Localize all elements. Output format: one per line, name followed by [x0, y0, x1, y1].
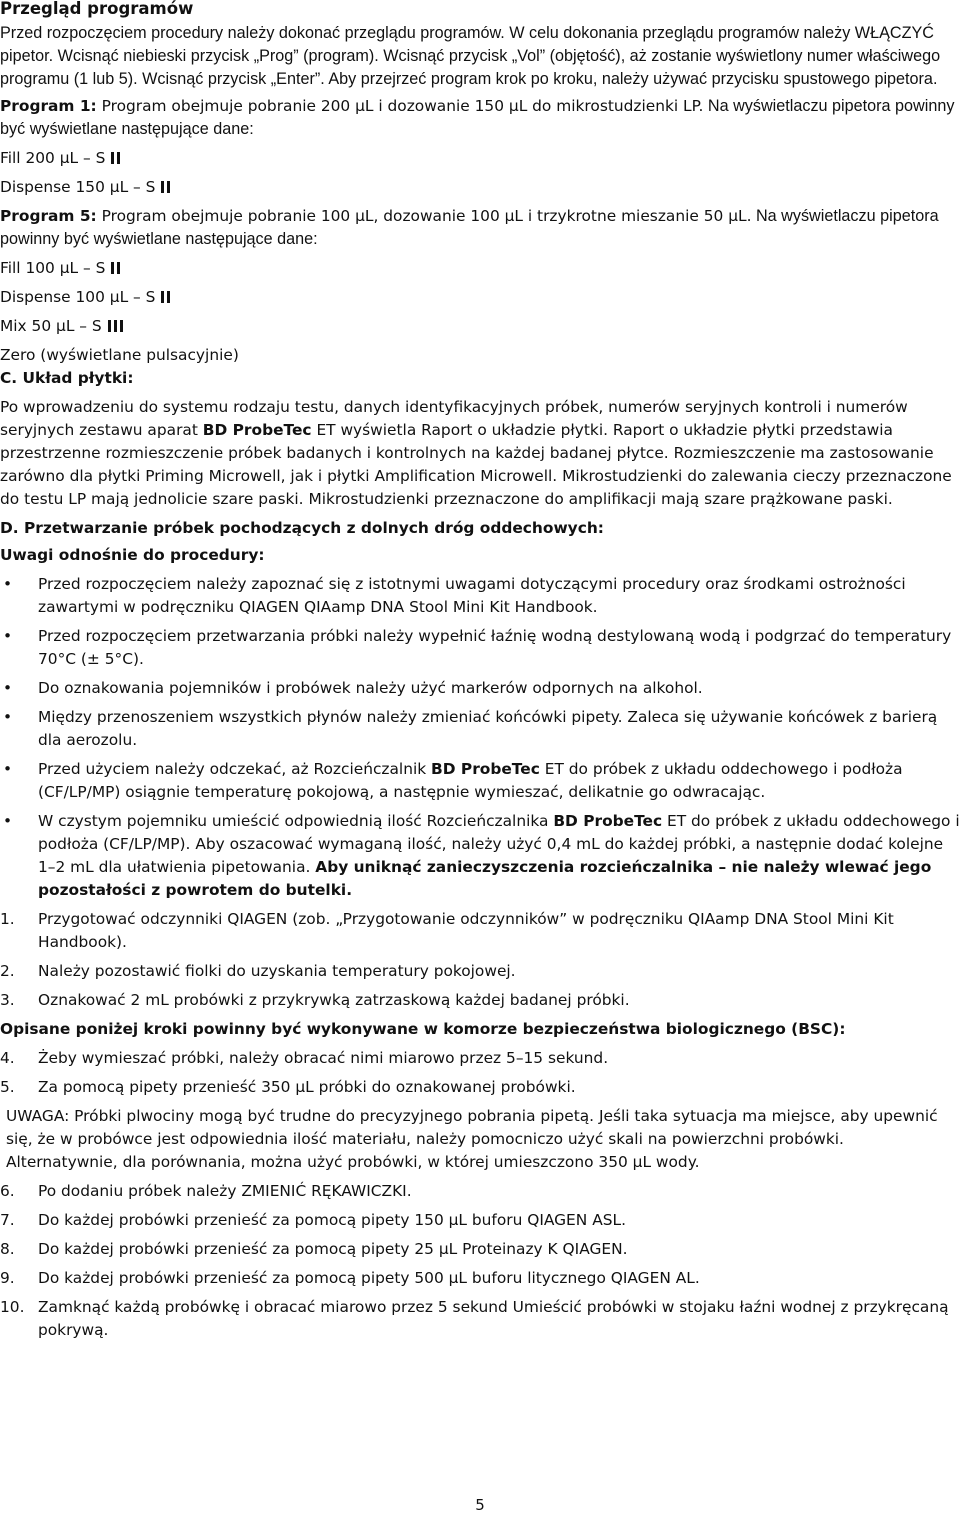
display-line: Mix 50 µL – S: [0, 315, 960, 338]
procedure-step: 2. Należy pozostawić fiolki do uzyskania temperatury pokojowej.: [0, 962, 516, 980]
section-c-paragraph: Po wprowadzeniu do systemu rodzaju testu, danych identyfikacyjnych próbek, numerów seryjnych kontroli i numerów seryjnych zestawu aparat BD ProbeTec ET wyświetla Raport o układzie płytki. Raport o układzie płytki przedstawia przestrzenne rozmieszczenie próbek badanych i kontrolnych na każdej badanej płytce. Rozmieszczenie ma zastosowanie zarówno dla płytki Priming Microwell, jak i płytki Amplification Microwell. Mikrostudzienki do zalewania cieczy przeznaczone do testu LP mają jednolicie szare paski. Mikrostudzienki przeznaczone do amplifikacji mają szare prążkowane paski.: [0, 398, 952, 508]
section-c-title: C. Układ płytki:: [0, 369, 134, 387]
list-item: • Do oznakowania pojemników i probówek należy użyć markerów odpornych na alkohol.: [0, 677, 960, 700]
bullet-icon: •: [3, 760, 13, 778]
program-1-description: Program 1: Program obejmuje pobranie 200 µL i dozowanie 150 µL do mikrostudzienki LP. Na wyświetlaczu pipetora powinny być wyświetlane następujące dane:: [0, 97, 955, 138]
display-line: Fill 200 µL – S: [0, 147, 960, 170]
speed-bars-icon: [111, 152, 120, 164]
procedure-step: 3. Oznakować 2 mL probówki z przykrywką zatrzaskową każdej badanej próbki.: [0, 991, 630, 1009]
procedure-step: 6. Po dodaniu próbek należy ZMIENIĆ RĘKAWICZKI.: [0, 1182, 412, 1200]
procedure-step: 7. Do każdej probówki przenieść za pomocą pipety 150 µL buforu QIAGEN ASL.: [0, 1211, 626, 1229]
list-item: • Przed rozpoczęciem przetwarzania próbki należy wypełnić łaźnię wodną destylowaną wodą i podgrzać do temperatury 70°C (± 5°C).: [3, 627, 952, 668]
procedure-steps-b: [0, 1047, 960, 1099]
procedure-steps-a: [0, 908, 960, 1012]
display-line: Dispense 100 µL – S: [0, 286, 960, 309]
bullet-icon: •: [3, 627, 13, 645]
list-item: • Przed rozpoczęciem należy zapoznać się z istotnymi uwagami dotyczącymi procedury oraz środkami ostrożności zawartymi w podręczniku QIAGEN QIAamp DNA Stool Mini Kit Handbook.: [3, 575, 906, 616]
display-line: Fill 100 µL – S: [0, 257, 960, 280]
procedure-step: 1. Przygotować odczynniki QIAGEN (zob. „Przygotowanie odczynników” w podręczniku QIAamp DNA Stool Mini Kit Handbook).: [0, 910, 894, 951]
list-item: • Przed użyciem należy odczekać, aż Rozcieńczalnik BD ProbeTec ET do próbek z układu oddechowego i podłoża (CF/LP/MP) osiągnie temperaturę pokojową, a następnie wymieszać, delikatnie go odwracając.: [3, 760, 903, 801]
intro-paragraph: Przed rozpoczęciem procedury należy dokonać przeglądu programów. W celu dokonania przeglądu programów należy WŁĄCZYĆ pipetor. Wcisnąć niebieski przycisk „Prog” (program). Wcisnąć przycisk „Vol” (objętość), aż zostanie wyświetlony numer właściwego programu (1 lub 5). Wcisnąć przycisk „Enter”. Aby przejrzeć program krok po kroku, należy używać przycisku spustowego pipetora.: [0, 24, 941, 88]
program-5-label: Program 5:: [0, 207, 97, 225]
bullet-icon: •: [3, 679, 13, 697]
procedure-step: 8. Do każdej probówki przenieść za pomocą pipety 25 µL Proteinazy K QIAGEN.: [0, 1240, 628, 1258]
bsc-title: Opisane poniżej kroki powinny być wykonywane w komorze bezpieczeństwa biologicznego (BSC):: [0, 1020, 846, 1038]
program-5-description: Program 5: Program obejmuje pobranie 100 µL, dozowanie 100 µL i trzykrotne mieszanie 50 µL. Na wyświetlaczu pipetora powinny być wyświetlane następujące dane:: [0, 207, 939, 248]
speed-bars-icon: [161, 181, 170, 193]
procedure-steps-c: [0, 1180, 960, 1342]
program-1-label: Program 1:: [0, 97, 97, 115]
procedure-step: 4. Żeby wymieszać próbki, należy obracać nimi miarowo przez 5–15 sekund.: [0, 1049, 609, 1067]
speed-bars-icon: [108, 320, 123, 332]
speed-bars-icon: [111, 262, 120, 274]
speed-bars-icon: [161, 291, 170, 303]
procedure-step: 10. Zamknąć każdą probówkę i obracać miarowo przez 5 sekund Umieścić probówki w stojaku łaźni wodnej z przykręcaną pokrywą.: [0, 1298, 949, 1339]
notes-title: Uwagi odnośnie do procedury:: [0, 546, 265, 564]
notes-list: [0, 573, 960, 902]
list-item: • Między przenoszeniem wszystkich płynów należy zmieniać końcówki pipety. Zaleca się używanie końcówek z barierą dla aerozolu.: [3, 708, 938, 749]
page-number: 5: [475, 1496, 485, 1514]
procedure-step: 5. Za pomocą pipety przenieść 350 µL próbki do oznakowanej probówki.: [0, 1078, 576, 1096]
procedure-step: 9. Do każdej probówki przenieść za pomocą pipety 500 µL buforu litycznego QIAGEN AL.: [0, 1269, 700, 1287]
bullet-icon: •: [3, 708, 13, 726]
display-line: Zero (wyświetlane pulsacyjnie): [0, 346, 239, 364]
bullet-icon: •: [3, 812, 13, 830]
bullet-icon: •: [3, 575, 13, 593]
note-paragraph: UWAGA: Próbki plwociny mogą być trudne do precyzyjnego pobrania pipetą. Jeśli taka sytuacja ma miejsce, aby upewnić się, że w probówce jest odpowiednia ilość materiału, należy pomocniczo użyć skali na powierzchni probówki. Alternatywnie, dla porównania, można użyć probówki, w której umieszczono 350 µL wody.: [6, 1107, 938, 1171]
display-line: Dispense 150 µL – S: [0, 176, 960, 199]
list-item: • W czystym pojemniku umieścić odpowiednią ilość Rozcieńczalnika BD ProbeTec ET do próbek z układu oddechowego i podłoża (CF/LP/MP). Aby oszacować wymaganą ilość, należy użyć 0,4 mL do każdej próbki, a następnie dodać kolejne 1–2 mL dla ułatwienia pipetowania. Aby uniknąć zanieczyszczenia rozcieńczalnika – nie należy wlewać jego pozostałości z powrotem do butelki.: [3, 812, 960, 899]
section-heading: Przegląd programów: [0, 0, 194, 18]
section-d-title: D. Przetwarzanie próbek pochodzących z dolnych dróg oddechowych:: [0, 519, 604, 537]
